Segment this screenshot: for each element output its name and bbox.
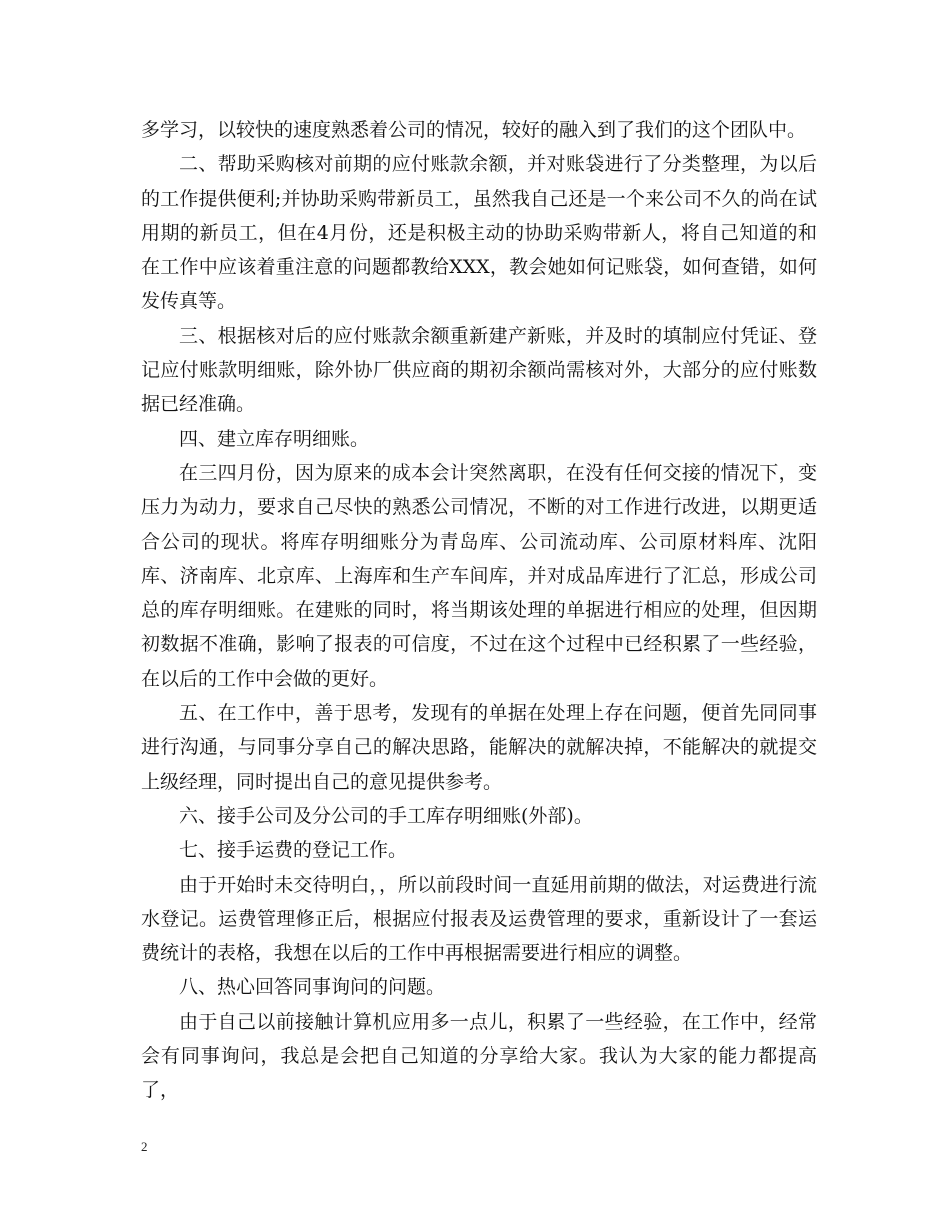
- paragraph-item-8-heading: 八、热心回答同事询问的问题。: [179, 976, 446, 999]
- paragraph-item-3: 三、根据核对后的应付账款余额重新建产新账，并及时的填制应付凭证、登记应付账款明细账，除外协厂供应商的期初余额尚需核对外，大部分的应付账数据已经准确。: [141, 324, 817, 416]
- document-body: [141, 113, 817, 1108]
- paragraph-item-4-body: 在三四月份，因为原来的成本会计突然离职，在没有任何交接的情况下，变压力为动力，要求自己尽快的熟悉公司情况，不断的对工作进行改进，以期更适合公司的现状。将库存明细账分为青岛库、公司流动库、公司原材料库、沈阳库、济南库、北京库、上海库和生产车间库，并对成品库进行了汇总，形成公司总的库存明细账。在建账的同时，将当期该处理的单据进行相应的处理，但因期初数据不准确，影响了报表的可信度，不过在这个过程中已经积累了一些经验，在以后的工作中会做的更好。: [141, 461, 817, 690]
- paragraph-item-4-heading: 四、建立库存明细账。: [179, 427, 370, 450]
- paragraph-item-6: 六、接手公司及分公司的手工库存明细账(外部)。: [179, 804, 593, 827]
- paragraph-continued: 多学习，以较快的速度熟悉着公司的情况，较好的融入到了我们的这个团队中。: [141, 119, 807, 141]
- paragraph-item-7-body: 由于开始时未交待明白，，所以前段时间一直延用前期的做法，对运费进行流水登记。运费管理修正后，根据应付报表及运费管理的要求，重新设计了一套运费统计的表格，我想在以后的工作中再根据需要进行相应的调整。: [141, 873, 817, 965]
- page-number: 2: [141, 1139, 148, 1154]
- paragraph-item-2: 二、帮助采购核对前期的应付账款余额，并对账袋进行了分类整理，为以后的工作提供便利;并协助采购带新员工，虽然我自己还是一个来公司不久的尚在试用期的新员工，但在4月份，还是积极主动的协助采购带新人，将自己知道的和在工作中应该着重注意的问题都教给XXX，教会她如何记账袋，如何查错，如何发传真等。: [141, 153, 817, 313]
- paragraph-item-8-body: 由于自己以前接触计算机应用多一点儿，积累了一些经验，在工作中，经常会有同事询问，我总是会把自己知道的分享给大家。我认为大家的能力都提高了，: [141, 1010, 817, 1102]
- paragraph-item-7-heading: 七、接手运费的登记工作。: [179, 839, 408, 862]
- paragraph-item-5: 五、在工作中，善于思考，发现有的单据在处理上存在问题，便首先同同事进行沟通，与同事分享自己的解决思路，能解决的就解决掉，不能解决的就提交上级经理，同时提出自己的意见提供参考。: [141, 702, 817, 793]
